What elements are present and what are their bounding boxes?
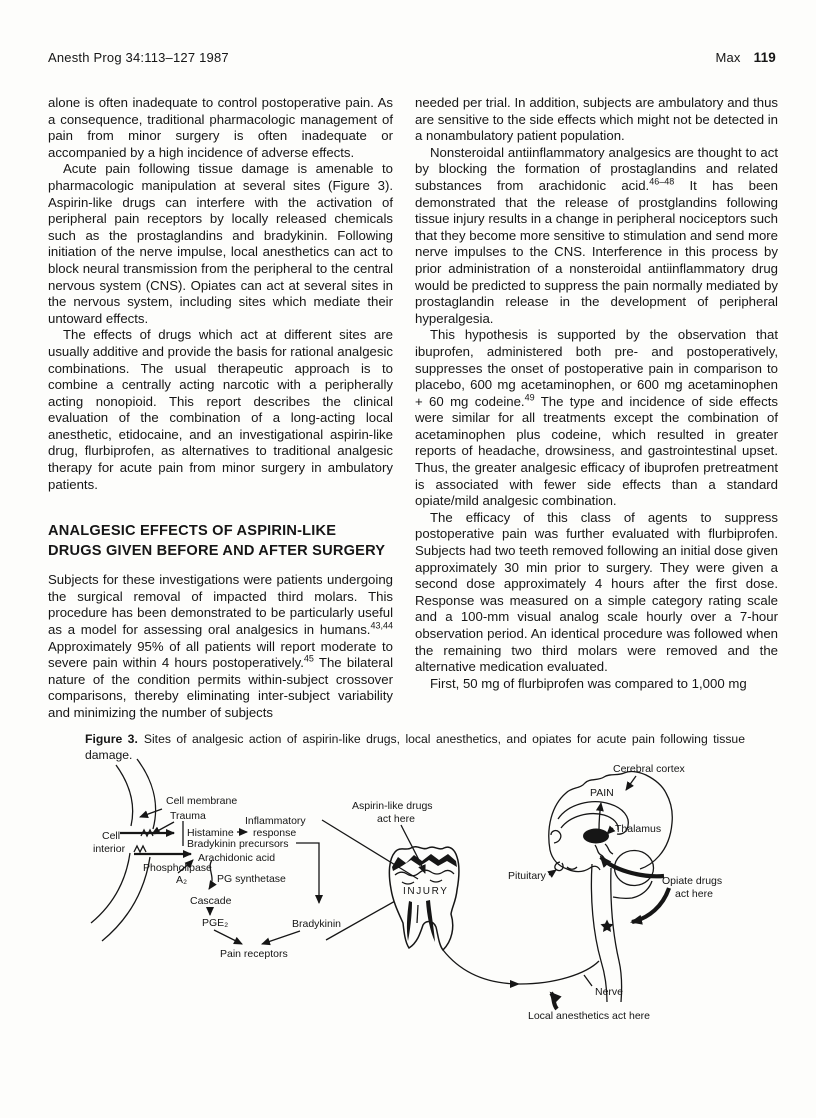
opiate-drugs-label: Opiate drugs bbox=[662, 875, 723, 887]
pain-pathway-arrow bbox=[599, 803, 601, 830]
trauma-label: Trauma bbox=[170, 810, 206, 822]
brain-group bbox=[508, 763, 722, 1002]
figure-3-diagram bbox=[90, 755, 742, 1040]
text-run: It has been demonstrated that the release of prostglandins following tissue injury results in a change in peripheral nociceptors such that they become more sensitive to stimulation and send more nerve impulses to the CNS. Interference in this process by prior administration of a nonsteroidal antiinflammatory drug would be predicted to suppress the pain normally mediated by prostaglandin release in the development of peripheral hyperalgesia. bbox=[415, 177, 778, 326]
pge2-to-receptors-arrow bbox=[214, 930, 242, 944]
cell-membrane-label: Cell membrane bbox=[166, 795, 238, 807]
running-head-author-page bbox=[715, 50, 776, 65]
section-heading-line: DRUGS GIVEN BEFORE AND AFTER SURGERY bbox=[48, 542, 386, 559]
phospholipase-label: Phospholipase bbox=[143, 862, 212, 874]
paragraph bbox=[415, 676, 778, 693]
paragraph bbox=[415, 145, 778, 328]
cascade-label: Cascade bbox=[190, 895, 232, 907]
local-anesthetic-site-arrow bbox=[551, 993, 557, 1009]
cell-membrane-arc bbox=[116, 765, 133, 826]
text-run: alone is often inadequate to control postoperative pain. As a consequence, traditional pharmacologic management of pain from minor surgery is often inadequate or accompanied by a high incidence of adverse effects. bbox=[48, 95, 393, 160]
thalamus-blob bbox=[583, 829, 609, 844]
pg-synthetase-label: PG synthetase bbox=[217, 873, 286, 885]
section-heading bbox=[48, 522, 393, 561]
text-run: First, 50 mg of flurbiprofen was compared to 1,000 mg bbox=[430, 675, 747, 691]
paragraph bbox=[48, 572, 393, 721]
aspirin-drugs-label: Aspirin-like drugs bbox=[352, 800, 433, 812]
cell-interior-label: interior bbox=[93, 843, 126, 855]
running-head-author: Max bbox=[715, 50, 741, 65]
pain-receptors-label: Pain receptors bbox=[220, 948, 288, 960]
histamine-label: Histamine bbox=[187, 827, 234, 839]
paragraph bbox=[415, 327, 778, 510]
membrane-break-zigzag bbox=[134, 846, 146, 852]
nerve-pointer bbox=[584, 975, 592, 986]
cerebral-cortex-label: Cerebral cortex bbox=[613, 763, 685, 775]
text-run: Nonsteroidal antiinflammatory analgesics are thought to act by blocking the formation of prostaglandins and related substances from arachidonic acid. bbox=[415, 144, 778, 193]
citation-superscript: 43,44 bbox=[370, 620, 393, 631]
text-run: The efficacy of this class of agents to suppress postoperative pain was further evaluated with flurbiprofen. Subjects had two teeth removed following an initial dose given approximately 30 min prior to surgery. They were given a second dose approximately 4 hours after the first dose. Response was measured on a simple category rating scale and a 100-mm visual analog scale hourly over a 7-hour observation period. An identical procedure was followed when the remaining two third molars were removed and the alternative medication evaluated. bbox=[415, 509, 778, 675]
cell-membrane-pointer bbox=[140, 809, 162, 817]
brainstem-line bbox=[591, 864, 607, 1002]
cell-cascade-group bbox=[91, 759, 341, 960]
running-head-journal: Anesth Prog 34:113–127 1987 bbox=[48, 50, 229, 65]
text-run: This hypothesis is supported by the observation that ibuprofen, administered both pre- and postoperatively, suppresses the onset of postoperative pain in comparison to placebo, 600 mg acetaminophen, or 600 mg acetaminophen + 60 mg codeine. bbox=[415, 327, 778, 409]
corpus-callosum-curve bbox=[561, 814, 618, 830]
opiate-drugs-label: act here bbox=[675, 888, 713, 900]
text-run: The type and incidence of side effects were similar for all treatments except the combination of acetaminophen plus codeine, which resulted in greater reports of headache, drowsiness, and gastrointestinal upset. Thus, the greater analgesic efficacy of ibuprofen pretreatment is associated with fewer side effects than a standard opiate/mild analgesic combination. bbox=[415, 393, 778, 509]
text-run: Approximately 95% of all patients will report moderate to severe pain within 4 hours postoperatively. bbox=[48, 638, 393, 671]
figure-caption-label: Figure 3. bbox=[85, 732, 138, 746]
thalamus-pointer bbox=[607, 828, 613, 834]
midbrain-squiggle bbox=[605, 844, 613, 854]
text-run: Subjects for these investigations were patients undergoing the surgical removal of impacted third molars. This procedure has been demonstrated to be particularly useful as a model for assessing oral analgesics in humans. bbox=[48, 572, 393, 638]
brainstem-star-marker bbox=[601, 920, 614, 932]
paragraph bbox=[415, 510, 778, 676]
bradykinin-label: Bradykinin bbox=[292, 918, 342, 930]
paragraph bbox=[48, 161, 393, 327]
thalamus-label: Thalamus bbox=[615, 823, 662, 835]
bradykinin-to-receptors-arrow bbox=[262, 931, 300, 944]
paragraph bbox=[48, 95, 393, 161]
cell-interior-label: Cell bbox=[102, 830, 121, 842]
section-heading-line: ANALGESIC EFFECTS OF ASPIRIN-LIKE bbox=[48, 523, 337, 540]
tooth-group bbox=[322, 800, 459, 950]
cell-membrane-arc bbox=[91, 853, 130, 923]
inflammatory-response-label: response bbox=[253, 827, 297, 839]
pge2-label: PGE₂ bbox=[202, 917, 229, 929]
aspirin-drugs-label: act here bbox=[377, 813, 415, 825]
page-number: 119 bbox=[753, 50, 776, 65]
injury-label: INJURY bbox=[403, 886, 449, 897]
arachidonic-acid-label: Arachidonic acid bbox=[198, 852, 276, 864]
phospholipase-a2-label: A₂ bbox=[176, 874, 188, 886]
right-column bbox=[415, 95, 778, 692]
opiate-site-arrow-brainstem bbox=[632, 888, 669, 922]
nerve-path bbox=[443, 950, 599, 984]
citation-superscript: 49 bbox=[524, 392, 535, 403]
cerebral-cortex-pointer bbox=[626, 776, 636, 790]
citation-superscript: 46–48 bbox=[649, 176, 675, 187]
bradykinin-precursors-label: Bradykinin precursors bbox=[187, 838, 289, 850]
pituitary-label: Pituitary bbox=[508, 870, 546, 882]
paragraph bbox=[48, 327, 393, 493]
inflammatory-response-label: Inflammatory bbox=[245, 815, 306, 827]
cell-membrane-arc bbox=[137, 759, 156, 829]
text-run: The effects of drugs which act at different sites are usually additive and provide the basis for rational analgesic combinations. The usual therapeutic approach is to combine a centrally acting narcotic with a peripherally acting nonopioid. This report describes the clinical evaluation of the combination of a long-acting local anesthetic, etidocaine, and an investigational aspirin-like drug, flurbiprofen, as alternatives to traditional analgesic therapy for acute pain from minor surgery in ambulatory patients. bbox=[48, 327, 393, 492]
text-run: needed per trial. In addition, subjects are ambulatory and thus are sensitive to the side effects which might not be detected in a nonambulatory patient population. bbox=[415, 95, 778, 144]
frontal-curl bbox=[551, 831, 561, 843]
nerve-label: Nerve bbox=[595, 986, 624, 998]
bradykinin-precursors-elbow-arrow bbox=[296, 843, 319, 903]
text-run: Acute pain following tissue damage is amenable to pharmacologic manipulation at several sites (Figure 3). Aspirin-like drugs can interfere with the activation of peripheral pain receptors by locally released chemicals such as the prostaglandins and bradykinin. Following initiation of the nerve impulse, local anesthetics can act to block neural transmission from the peripheral to the central nervous system (CNS). Opiates can act at several sites in the nervous system, including sites which mediate their untoward effects. bbox=[48, 161, 393, 326]
pituitary-stalk bbox=[567, 867, 577, 869]
figure-caption-text: Sites of analgesic action of aspirin-like drugs, local anesthetics, and opiates for acute pain following tissue damage. bbox=[85, 732, 745, 762]
paragraph bbox=[415, 95, 778, 145]
text-run: The bilateral nature of the condition permits within-subject crossover comparisons, thereby eliminating inter-subject variability and minimizing the number of subjects bbox=[48, 655, 393, 720]
citation-superscript: 45 bbox=[303, 653, 314, 664]
pituitary-pointer bbox=[549, 870, 556, 875]
local-anesthetics-label: Local anesthetics act here bbox=[528, 1010, 650, 1022]
left-column bbox=[48, 95, 393, 722]
brainstem-line bbox=[611, 868, 622, 1002]
figure-3 bbox=[90, 755, 742, 1040]
pain-label: PAIN bbox=[590, 787, 614, 799]
occipital-lower-outline bbox=[613, 881, 652, 898]
nerve-direction-arrowhead bbox=[510, 980, 520, 988]
